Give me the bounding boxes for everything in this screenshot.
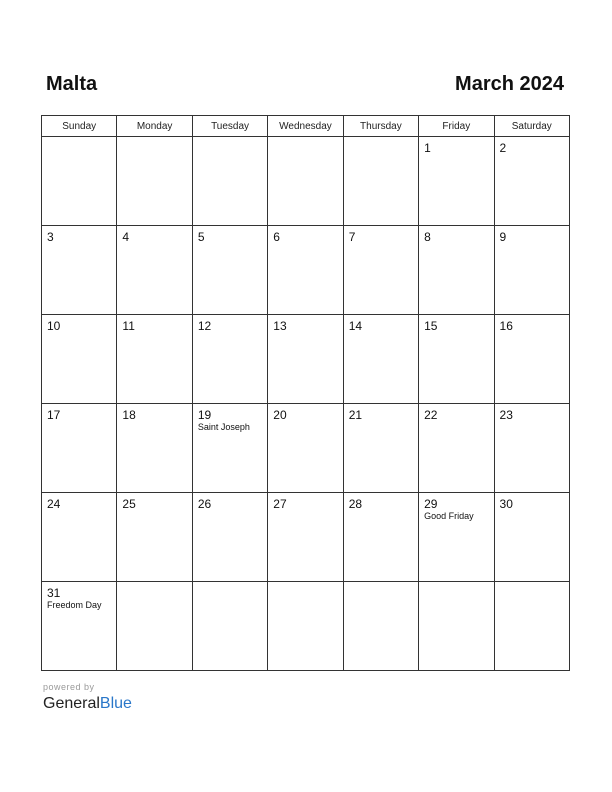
day-number: 4	[122, 230, 130, 244]
day-number: 10	[47, 319, 61, 333]
weekday-header: Wednesday	[268, 116, 343, 137]
day-number: 3	[47, 230, 54, 244]
day-number: 8	[424, 230, 431, 244]
day-number: 19	[197, 408, 212, 422]
empty-day-cell	[192, 137, 267, 226]
day-number: 31	[47, 586, 61, 600]
empty-day-cell	[268, 582, 343, 671]
day-cell	[343, 315, 418, 404]
day-number: 2	[499, 141, 507, 155]
day-cell	[42, 493, 117, 582]
day-number: 16	[499, 319, 513, 333]
day-number: 12	[197, 319, 212, 333]
day-cell	[494, 137, 569, 226]
logo-text-general: General	[43, 695, 100, 712]
powered-by-label: powered by	[43, 682, 95, 692]
day-cell	[419, 404, 494, 493]
empty-day-cell	[192, 582, 267, 671]
day-number: 28	[348, 497, 363, 511]
day-number: 29	[424, 497, 438, 511]
empty-day-cell	[494, 582, 569, 671]
day-number: 14	[348, 319, 363, 333]
empty-day-cell	[343, 137, 418, 226]
empty-day-cell	[117, 137, 192, 226]
day-number: 5	[197, 230, 205, 244]
weekday-header: Thursday	[343, 116, 418, 137]
day-number: 13	[273, 319, 287, 333]
day-cell	[419, 493, 494, 582]
day-number: 30	[499, 497, 513, 511]
day-cell	[117, 315, 192, 404]
day-number: 27	[273, 497, 287, 511]
country-title: Malta	[46, 73, 98, 95]
generalblue-logo[interactable]	[43, 694, 132, 714]
empty-day-cell	[419, 582, 494, 671]
day-cell	[192, 226, 267, 315]
holiday-label: Good Friday	[424, 511, 474, 521]
day-cell	[268, 493, 343, 582]
day-cell	[192, 404, 267, 493]
weekday-header: Monday	[117, 116, 192, 137]
month-title: March 2024	[455, 73, 564, 95]
week-row	[42, 404, 570, 493]
day-cell	[192, 315, 267, 404]
day-cell	[42, 315, 117, 404]
week-row	[42, 226, 570, 315]
empty-day-cell	[42, 137, 117, 226]
weekday-header: Saturday	[494, 116, 569, 137]
day-cell	[42, 226, 117, 315]
weekday-header: Friday	[419, 116, 494, 137]
day-cell	[117, 226, 192, 315]
day-number: 15	[424, 319, 438, 333]
day-number: 9	[499, 230, 507, 244]
day-number: 1	[424, 141, 431, 155]
day-cell	[268, 315, 343, 404]
weekday-header: Sunday	[42, 116, 117, 137]
day-cell	[268, 404, 343, 493]
day-number: 7	[348, 230, 356, 244]
weekday-header-row	[42, 116, 570, 137]
day-cell	[117, 493, 192, 582]
day-cell	[343, 404, 418, 493]
day-cell	[42, 582, 117, 671]
weekday-header: Tuesday	[192, 116, 267, 137]
day-cell	[343, 226, 418, 315]
day-cell	[419, 137, 494, 226]
day-cell	[419, 315, 494, 404]
logo-text-blue: Blue	[99, 695, 132, 712]
day-cell	[419, 226, 494, 315]
empty-day-cell	[268, 137, 343, 226]
day-cell	[343, 493, 418, 582]
holiday-label: Saint Joseph	[197, 422, 250, 432]
day-number: 22	[424, 408, 438, 422]
day-number: 23	[499, 408, 513, 422]
day-cell	[268, 226, 343, 315]
day-number: 18	[122, 408, 136, 422]
day-number: 24	[47, 497, 61, 511]
day-number: 6	[273, 230, 280, 244]
day-cell	[494, 226, 569, 315]
day-cell	[494, 493, 569, 582]
week-row	[42, 582, 570, 671]
day-number: 11	[122, 319, 135, 333]
day-number: 20	[273, 408, 287, 422]
day-cell	[117, 404, 192, 493]
day-number: 25	[122, 497, 136, 511]
week-row	[42, 137, 570, 226]
empty-day-cell	[343, 582, 418, 671]
week-row	[42, 493, 570, 582]
empty-day-cell	[117, 582, 192, 671]
day-cell	[42, 404, 117, 493]
day-cell	[494, 315, 569, 404]
calendar-grid	[41, 115, 570, 671]
brand-footer	[43, 682, 132, 714]
holiday-label: Freedom Day	[47, 600, 102, 610]
day-number: 26	[197, 497, 212, 511]
day-cell	[192, 493, 267, 582]
day-cell	[494, 404, 569, 493]
day-number: 21	[348, 408, 363, 422]
day-number: 17	[47, 408, 61, 422]
week-row	[42, 315, 570, 404]
